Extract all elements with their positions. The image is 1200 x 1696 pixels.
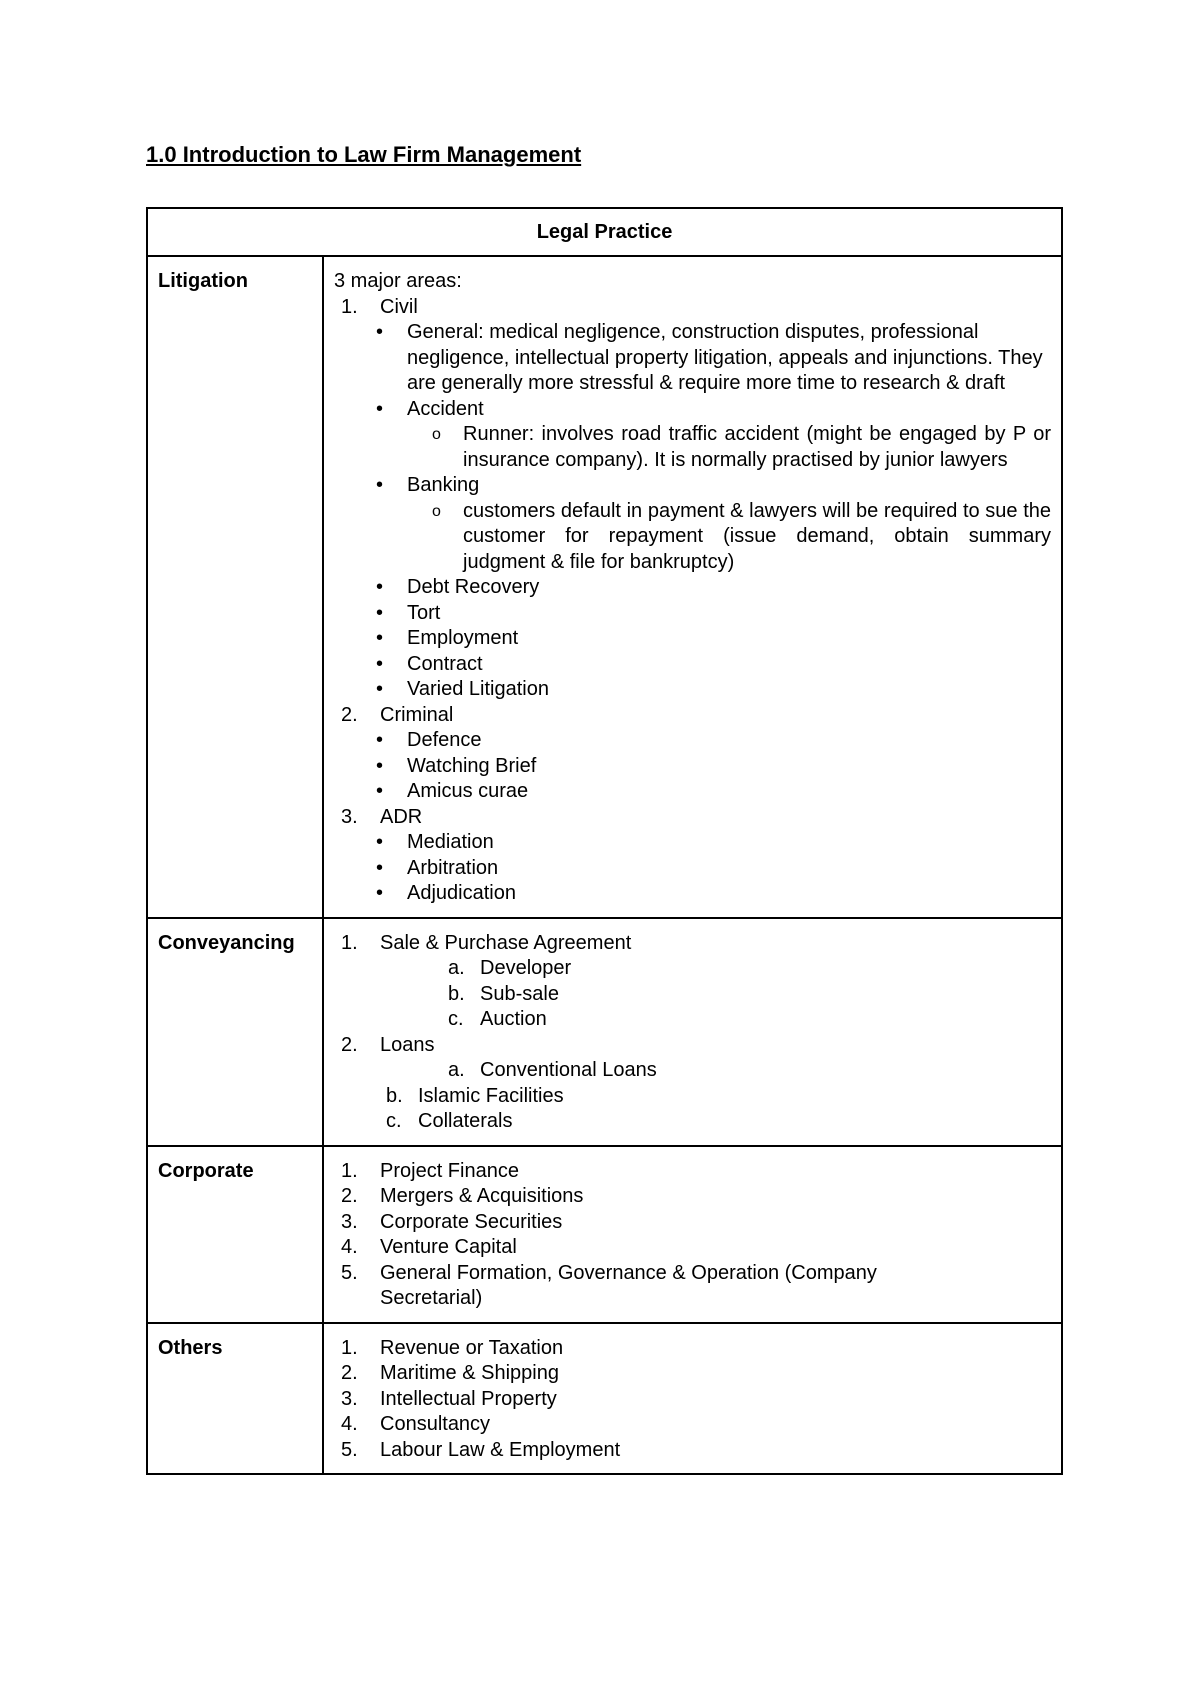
list-number: 2. <box>341 1185 358 1207</box>
list-item <box>334 1033 1051 1059</box>
table-row-others <box>147 1323 1062 1475</box>
list-item-text: General: medical negligence, construction disputes, professional negligence, intellectual property litigation, appeals and injunctions. They are generally more stressful & require more time to research & draft <box>407 321 1043 394</box>
list-item <box>334 1361 1051 1387</box>
list-item-text: Corporate Securities <box>380 1210 563 1233</box>
row-content-conveyancing <box>323 918 1062 1146</box>
list-item <box>334 728 1051 754</box>
list-item-text: Venture Capital <box>380 1236 517 1258</box>
list-item <box>334 1438 1051 1464</box>
list-item <box>334 754 1051 780</box>
sub-list-item <box>334 1084 1051 1110</box>
bullet-icon: • <box>376 601 384 624</box>
table-header-row <box>147 208 1062 256</box>
table-row-conveyancing <box>147 918 1062 1146</box>
list-item-text: Varied Litigation <box>407 678 549 700</box>
bullet-icon: • <box>376 780 384 802</box>
list-item <box>334 1387 1051 1413</box>
list-number: 4. <box>341 1236 358 1258</box>
list-item-text: Sale & Purchase Agreement <box>380 931 632 954</box>
list-item-text: Criminal <box>380 703 454 726</box>
list-item <box>334 1210 1051 1236</box>
bullet-icon: • <box>376 831 384 853</box>
list-item-text: ADR <box>380 805 423 828</box>
list-item <box>334 931 1051 957</box>
list-item-text: Contract <box>407 652 483 675</box>
list-item <box>334 652 1051 678</box>
list-item-text: Employment <box>407 627 519 649</box>
list-item-text: Revenue or Taxation <box>380 1336 564 1359</box>
bullet-icon: • <box>376 652 384 675</box>
row-content-corporate <box>323 1146 1062 1323</box>
list-item <box>334 779 1051 805</box>
legal-practice-table <box>146 207 1063 1475</box>
list-item-text: Intellectual Property <box>380 1387 557 1410</box>
circle-bullet-icon: o <box>432 502 441 520</box>
list-letter: c. <box>448 1008 464 1030</box>
list-item <box>334 320 1051 397</box>
table-header: Legal Practice <box>147 208 1062 256</box>
sub-list-item <box>334 499 1051 576</box>
list-item <box>334 856 1051 882</box>
table-row-litigation <box>147 256 1062 918</box>
list-item <box>334 473 1051 499</box>
list-letter: a. <box>448 957 465 979</box>
list-item <box>334 703 1051 729</box>
list-letter: c. <box>386 1110 402 1132</box>
row-content-litigation <box>323 256 1062 918</box>
list-item <box>334 575 1051 601</box>
list-item <box>334 1336 1051 1362</box>
list-item <box>334 805 1051 831</box>
list-item-text: Amicus curae <box>407 780 529 802</box>
sub-list-item-text: Developer <box>480 957 572 979</box>
row-label-litigation: Litigation <box>147 256 323 918</box>
list-item <box>334 601 1051 627</box>
list-number: 2. <box>341 703 358 726</box>
bullet-icon: • <box>376 856 384 879</box>
list-item-text: Project Finance <box>380 1159 519 1182</box>
sub-list-item <box>334 1058 1051 1084</box>
list-item-text: Mergers & Acquisitions <box>380 1185 584 1207</box>
sub-list-item <box>334 982 1051 1008</box>
list-item <box>334 1184 1051 1210</box>
list-number: 5. <box>341 1438 358 1461</box>
list-item-text: Arbitration <box>407 856 499 879</box>
list-number: 3. <box>341 1387 358 1410</box>
sub-list-item <box>334 956 1051 982</box>
bullet-icon: • <box>376 882 384 904</box>
list-number: 5. <box>341 1261 358 1284</box>
row-label-others: Others <box>147 1323 323 1475</box>
list-item-text: Debt Recovery <box>407 576 540 598</box>
bullet-icon: • <box>376 627 384 649</box>
list-item-text: Watching Brief <box>407 754 537 777</box>
sub-list-item-text: Runner: involves road traffic accident (might be engaged by P or insurance company). It is normally practised by junior lawyers <box>463 423 1051 471</box>
list-number: 4. <box>341 1413 358 1435</box>
list-item-text: Civil <box>380 295 418 318</box>
sub-list-item <box>334 1007 1051 1033</box>
bullet-icon: • <box>376 321 384 343</box>
sub-list-item <box>334 422 1051 473</box>
list-item-text: Defence <box>407 729 482 751</box>
list-number: 2. <box>341 1033 358 1056</box>
list-item-text: Consultancy <box>380 1413 491 1435</box>
list-item <box>334 1159 1051 1185</box>
list-item <box>334 881 1051 907</box>
list-item-text: Adjudication <box>407 882 516 904</box>
bullet-icon: • <box>376 474 384 496</box>
list-item-text: Mediation <box>407 831 494 853</box>
list-letter: b. <box>386 1084 403 1107</box>
list-item <box>334 626 1051 652</box>
list-item <box>334 1235 1051 1261</box>
list-letter: b. <box>448 982 465 1005</box>
list-number: 1. <box>341 931 358 954</box>
bullet-icon: • <box>376 678 384 700</box>
bullet-icon: • <box>376 397 384 420</box>
list-item <box>334 1412 1051 1438</box>
sub-list-item-text: Auction <box>480 1008 547 1030</box>
row-content-others <box>323 1323 1062 1475</box>
list-item <box>334 295 1051 321</box>
row-label-corporate: Corporate <box>147 1146 323 1323</box>
list-letter: a. <box>448 1059 465 1081</box>
list-item <box>334 1261 1051 1312</box>
list-item-text: Labour Law & Employment <box>380 1438 621 1461</box>
sub-list-item-text: Islamic Facilities <box>418 1084 564 1107</box>
circle-bullet-icon: o <box>432 426 441 443</box>
list-number: 3. <box>341 1210 358 1233</box>
page-title: 1.0 Introduction to Law Firm Management <box>146 142 582 167</box>
list-item-text: Accident <box>407 397 484 420</box>
bullet-icon: • <box>376 754 384 777</box>
list-number: 1. <box>341 1159 358 1182</box>
table-row-corporate <box>147 1146 1062 1323</box>
list-number: 3. <box>341 805 358 828</box>
list-number: 2. <box>341 1362 358 1384</box>
bullet-icon: • <box>376 729 384 751</box>
list-item <box>334 830 1051 856</box>
intro-text: 3 major areas: <box>334 270 462 292</box>
sub-list-item-text: Conventional Loans <box>480 1059 657 1081</box>
list-item <box>334 397 1051 423</box>
list-item-text: Maritime & Shipping <box>380 1362 559 1384</box>
sub-list-item-text: customers default in payment & lawyers will be required to sue the customer for repayment (issue demand, obtain summary judgment & file for bankruptcy) <box>463 499 1051 573</box>
list-item-text: General Formation, Governance & Operation (Company Secretarial) <box>380 1261 877 1309</box>
list-number: 1. <box>341 295 358 318</box>
sub-list-item-text: Sub-sale <box>480 982 559 1005</box>
sub-list-item-text: Collaterals <box>418 1110 513 1132</box>
row-label-conveyancing: Conveyancing <box>147 918 323 1146</box>
list-item-text: Loans <box>380 1033 435 1056</box>
sub-list-item <box>334 1109 1051 1135</box>
list-number: 1. <box>341 1336 358 1359</box>
list-item-text: Banking <box>407 474 480 496</box>
bullet-icon: • <box>376 576 384 598</box>
list-item <box>334 677 1051 703</box>
list-item-text: Tort <box>407 601 441 624</box>
